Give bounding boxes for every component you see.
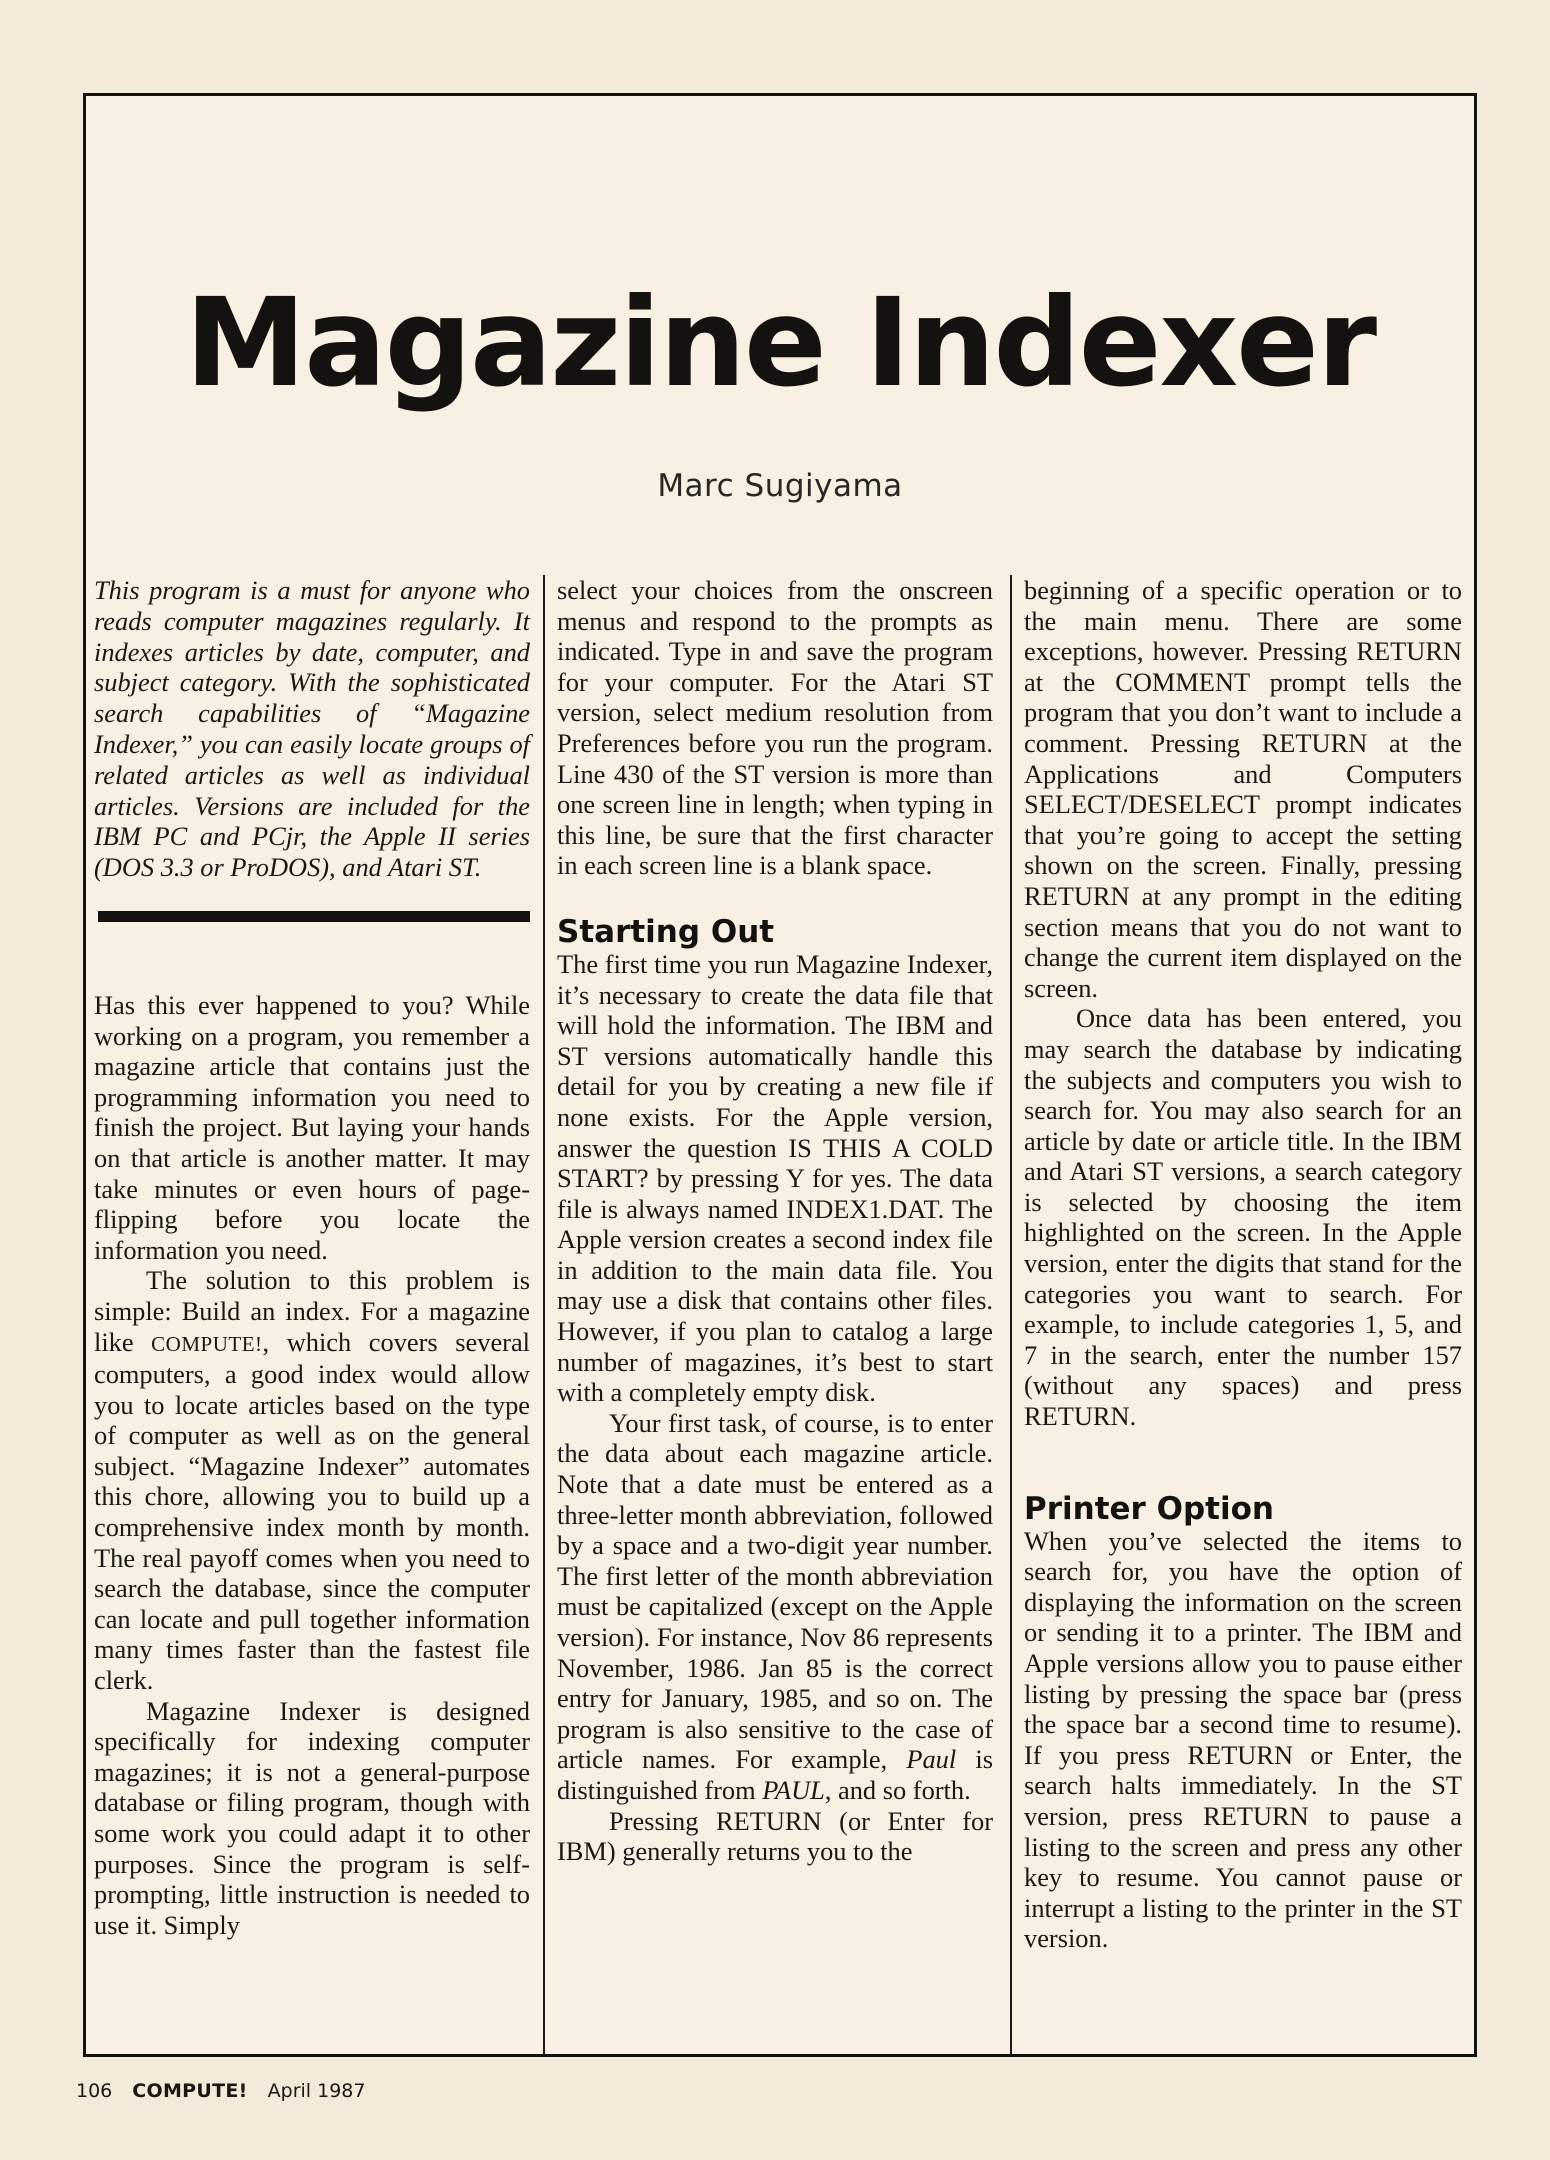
body-paragraph: When you’ve selected the items to search for, you have the option of displaying the information on the screen or sending it to a printer. The IBM and Apple versions allow you to pause either listing by pressing the space bar (press the space bar a second time to resume). If you press RETURN or Enter, the search halts immediately. In the ST version, press RETURN to pause a listing to the screen and press any other key to resume. You cannot pause or interrupt a listing to the printer in the ST version. xyxy=(1024,1525,1462,1954)
author-byline: Marc Sugiyama xyxy=(657,468,903,504)
column-3 xyxy=(1024,575,1462,2050)
column-divider-2 xyxy=(1010,575,1012,2055)
body-paragraph: Once data has been entered, you may search the database by indicating the subjects and computers you wish to search for. You may also search for an article by date or article title. In the IBM and Atari ST versions, a search category is selected by choosing the item highlighted on the screen. In the Apple version, enter the digits that stand for the categories you want to search. For example, to include categories 1, 5, and 7 in the search, enter the number 157 (without any spaces) and press RETURN. xyxy=(1024,1003,1462,1432)
page-footer xyxy=(76,2080,365,2102)
column-2 xyxy=(557,575,993,2050)
magazine-name: COMPUTE! xyxy=(151,1331,263,1356)
body-paragraph: Your first task, of course, is to enter the data about each magazine article. Note that a date must be entered as a three-letter month abbreviation, followed by a space and a two-digit year number. The first letter of the month abbreviation must be capitalized (except on the Apple version). For instance, Nov 86 represents November, 1986. Jan 85 is the correct entry for January, 1985, and so on. The program is also sensitive to the case of article names. For example, Paul is distinguished from PAUL, and so forth. xyxy=(557,1407,993,1805)
column-divider-1 xyxy=(543,575,545,2055)
section-heading-starting-out: Starting Out xyxy=(557,913,775,950)
body-paragraph: The solution to this problem is simple: Build an index. For a magazine like COMPUTE!, which covers several computers, a good index would allow you to locate articles based on the type of computer as well as on the general subject. “Magazine Indexer” automates this chore, allowing you to build up a comprehensive index month by month. The real payoff comes when you need to search the database, since the computer can locate and pull together information many times faster than the fastest file clerk. xyxy=(94,1265,530,1696)
issue-date: April 1987 xyxy=(267,2080,366,2102)
body-paragraph: Has this ever happened to you? While working on a program, you remember a magazine article that contains just the programming information you need to finish the project. But laying your hands on that article is another matter. It may take minutes or even hours of page-flipping before you locate the information you need. xyxy=(94,989,530,1265)
intro-blurb: This program is a must for anyone who reads computer magazines regularly. It indexes articles by date, computer, and subject category. With the sophisticated search capabilities of “Magazine Indexer,” you can easily locate groups of related articles as well as individual articles. Versions are included for the IBM PC and PCjr, the Apple II series (DOS 3.3 or ProDOS), and Atari ST. xyxy=(94,575,530,883)
intro-divider xyxy=(98,911,530,922)
body-paragraph: beginning of a specific operation or to the main menu. There are some exceptions, however. Pressing RETURN at the COMMENT prompt tells the program that you don’t want to include a comment. Pressing RETURN at the Applications and Computers SELECT/DESELECT prompt indicates that you’re going to accept the setting shown on the screen. Finally, pressing RETURN at any prompt in the editing section means that you do not want to change the current item displayed on the screen. xyxy=(1024,575,1462,1003)
body-paragraph: select your choices from the onscreen menus and respond to the prompts as indicated. Type in and save the program for your computer. For the Atari ST version, select medium resolution from Preferences before you run the program. Line 430 of the ST version is more than one screen line in length; when typing in this line, be sure that the first character in each screen line is a blank space. xyxy=(557,575,993,881)
body-paragraph: Magazine Indexer is designed specifically for indexing computer magazines; it is not a general-purpose database or filing program, though with some work you could adapt it to other purposes. Since the program is self-prompting, little instruction is needed to use it. Simply xyxy=(94,1695,530,1940)
footer-magazine-name: COMPUTE! xyxy=(132,2080,248,2102)
page-number: 106 xyxy=(76,2080,113,2102)
section-heading-printer-option: Printer Option xyxy=(1024,1490,1274,1527)
column-1 xyxy=(94,575,530,2050)
article-title: Magazine Indexer xyxy=(184,272,1376,414)
body-paragraph: Pressing RETURN (or Enter for IBM) generally returns you to the xyxy=(557,1805,993,1867)
body-paragraph: The first time you run Magazine Indexer, it’s necessary to create the data file that will hold the information. The IBM and ST versions automatically handle this detail for you by creating a new file if none exists. For the Apple version, answer the question IS THIS A COLD START? by pressing Y for yes. The data file is always named INDEX1.DAT. The Apple version creates a second index file in addition to the main data file. You may use a disk that contains other files. However, if you plan to catalog a large number of magazines, it’s best to start with a completely empty disk. xyxy=(557,948,993,1408)
